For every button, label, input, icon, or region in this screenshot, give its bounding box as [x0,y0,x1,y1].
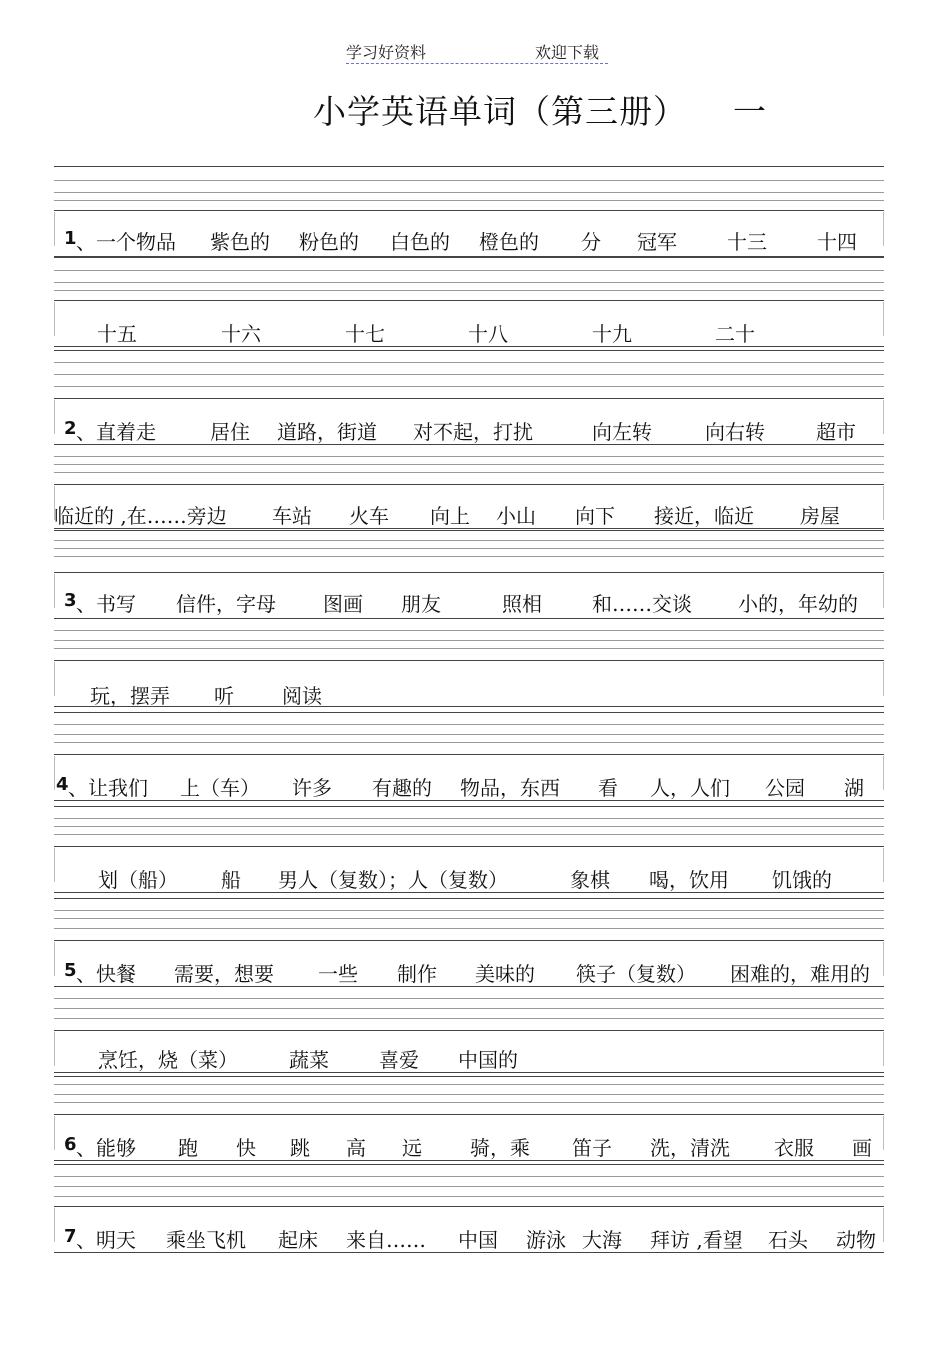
word: 跑 [178,1136,198,1160]
section-number: 2 [64,418,77,439]
ruled-line [54,484,884,485]
vocab-line-10 [54,1038,884,1072]
ruled-line [54,742,884,743]
ruled-line [54,1206,884,1207]
ruled-line [54,362,884,363]
header-left-text: 学习好资料 [346,43,427,62]
ruled-line [54,806,884,807]
word: 信件，字母 [176,592,276,616]
word: 喜爱 [379,1048,419,1072]
vocab-line-2 [54,312,884,346]
word: 十九 [592,322,632,346]
word: 起床 [278,1228,318,1252]
word: 有趣的 [372,776,432,800]
word: 骑，乘 [470,1136,530,1160]
ruled-line [54,910,884,911]
ruled-line [54,166,884,167]
ruled-line [54,928,884,929]
vocab-line-7 [54,766,884,800]
ruled-line [54,1018,884,1019]
word: 向上 [430,504,470,528]
word: 白色的 [390,230,450,254]
word: 图画 [323,592,363,616]
ruled-line [54,846,884,847]
word: 、书写 [76,592,136,616]
ruled-line [54,192,884,193]
word: 美味的 [475,962,535,986]
word: 、让我们 [68,776,148,800]
title-main: 小学英语单词（第三册） [313,92,687,131]
ruled-line [54,180,884,181]
word: 车站 [272,504,312,528]
word: 道路，街道 [277,420,377,444]
ruled-line [54,1084,884,1085]
word: 蔬菜 [289,1048,329,1072]
vocab-line-1 [54,220,884,254]
ruled-line [54,834,884,835]
word: 接近，临近 [654,504,754,528]
word: 小山 [496,504,536,528]
ruled-line [54,724,884,725]
ruled-line [54,998,884,999]
word: 十七 [345,322,385,346]
word: 听 [214,684,234,708]
section-number: 7 [64,1226,77,1247]
vocab-line-11 [54,1126,884,1160]
ruled-line [54,257,884,258]
word: 石头 [768,1228,808,1252]
word: 需要，想要 [174,962,274,986]
ruled-line [54,630,884,631]
vocab-line-5 [54,582,884,616]
word: 临近的 ,在……旁边 [54,504,227,528]
word: 人，人们 [650,776,730,800]
word: 冠军 [637,230,677,254]
word: 朋友 [401,592,441,616]
word: 十五 [97,322,137,346]
word: 玩，摆弄 [90,684,170,708]
ruled-line [54,898,884,899]
ruled-line [54,398,884,399]
word: 喝，饮用 [649,868,729,892]
word: 十三 [727,230,767,254]
ruled-line [54,940,884,941]
word: 向右转 [705,420,765,444]
vocab-line-9 [54,952,884,986]
word: 房屋 [800,504,840,528]
word: 湖 [844,776,864,800]
word: 向下 [575,504,615,528]
ruled-line [54,754,884,755]
word: 对不起，打扰 [413,420,533,444]
ruled-line [54,282,884,283]
ruled-line [54,818,884,819]
ruled-line [54,1076,884,1077]
ruled-line [54,300,884,301]
word: 象棋 [570,868,610,892]
section-number: 3 [64,590,77,611]
ruled-line [54,456,884,457]
word: 二十 [715,322,755,346]
ruled-line [54,648,884,649]
ruled-line [54,1114,884,1115]
word: 、明天 [76,1228,136,1252]
vocab-line-3 [54,410,884,444]
word: 大海 [582,1228,622,1252]
ruled-line [54,660,884,661]
word: 看 [598,776,618,800]
word: 男人（复数）；人（复数） [278,868,508,892]
ruled-line [54,556,884,557]
ruled-line [54,540,884,541]
ruled-line [54,1176,884,1177]
header-right-text: 欢迎下载 [535,43,600,62]
word: 物品，东西 [460,776,560,800]
word: 、直着走 [76,420,156,444]
word: 饥饿的 [772,868,832,892]
word: 橙色的 [479,230,539,254]
word: 粉色的 [299,230,359,254]
ruled-line [54,1102,884,1103]
word: 上（车） [180,776,260,800]
word: 、能够 [76,1136,136,1160]
word: 向左转 [592,420,652,444]
word: 来自…… [346,1228,426,1252]
word: 一些 [318,962,358,986]
ruled-line [54,270,884,271]
ruled-line [54,210,884,211]
ruled-line [54,374,884,375]
ruled-line [54,572,884,573]
word: 远 [402,1136,422,1160]
word: 动物 [836,1228,876,1252]
vocab-line-8 [54,858,884,892]
ruled-line [54,548,884,549]
ruled-line [54,734,884,735]
word: 烹饪，烧（菜） [98,1048,238,1072]
word: 居住 [210,420,250,444]
ruled-line [54,1196,884,1197]
word: 乘坐飞机 [166,1228,246,1252]
word: 中国的 [458,1048,518,1072]
ruled-line [54,918,884,919]
title-suffix: 一 [733,92,767,131]
ruled-line [54,640,884,641]
ruled-line [54,530,884,531]
ruled-line [54,1164,884,1165]
word: 公园 [765,776,805,800]
ruled-line [54,712,884,713]
vocab-line-12 [54,1218,884,1252]
word: 跳 [290,1136,310,1160]
word: 阅读 [282,684,322,708]
vocab-line-4 [54,494,884,528]
word: 船 [221,868,241,892]
word: 划（船） [98,868,178,892]
word: 洗，清洗 [650,1136,730,1160]
word: 笛子 [572,1136,612,1160]
ruled-line [54,1030,884,1031]
word: 画 [852,1136,872,1160]
section-number: 1 [64,228,77,249]
word: 、快餐 [76,962,136,986]
ruled-line [54,350,884,351]
ruled-line [54,386,884,387]
word: 火车 [349,504,389,528]
ruled-line [54,1094,884,1095]
word: 困难的，难用的 [730,962,870,986]
word: 分 [581,230,601,254]
word: 快 [236,1136,256,1160]
word: 、一个物品 [76,230,176,254]
ruled-line [54,290,884,291]
word: 筷子（复数） [576,962,696,986]
word: 十八 [468,322,508,346]
ruled-line [54,464,884,465]
section-number: 6 [64,1134,77,1155]
word: 小的，年幼的 [738,592,858,616]
ruled-line [54,618,884,619]
vocab-line-6 [54,674,884,708]
word: 中国 [458,1228,498,1252]
ruled-line [54,1008,884,1009]
ruled-line [54,200,884,201]
word: 照相 [502,592,542,616]
word: 十四 [817,230,857,254]
word: 许多 [292,776,332,800]
word: 高 [346,1136,366,1160]
word: 十六 [221,322,261,346]
word: 紫色的 [210,230,270,254]
ruled-line [54,1186,884,1187]
word: 游泳 [526,1228,566,1252]
word: 制作 [397,962,437,986]
word: 衣服 [774,1136,814,1160]
ruled-line [54,256,884,257]
header-underline [346,63,608,64]
section-number: 4 [56,774,69,795]
word: 和……交谈 [592,592,692,616]
ruled-line [54,472,884,473]
word: 拜访 ,看望 [650,1228,743,1252]
word: 超市 [816,420,856,444]
ruled-line [54,826,884,827]
section-number: 5 [64,960,77,981]
